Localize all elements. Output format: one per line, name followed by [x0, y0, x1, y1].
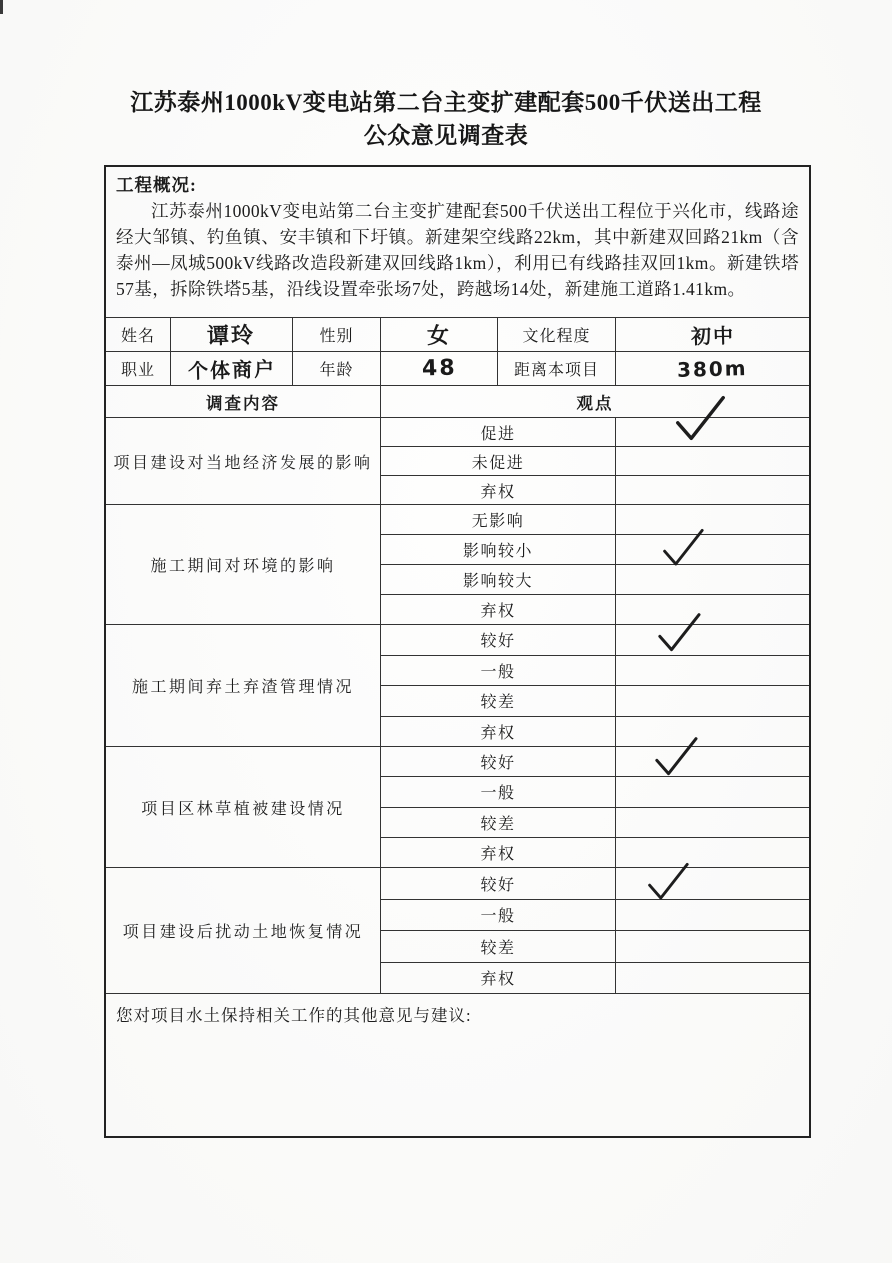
title-line-1: 江苏泰州1000kV变电站第二台主变扩建配套500千伏送出工程	[130, 90, 762, 115]
distance-value: 380m	[615, 351, 809, 385]
option-check-cell	[615, 963, 809, 994]
option-check-cell	[615, 505, 809, 534]
option-label: 较好	[480, 876, 516, 894]
question-group-land-restoration	[106, 867, 809, 993]
option-check-cell	[615, 686, 809, 716]
project-overview-section	[106, 167, 809, 317]
option-row	[381, 930, 809, 962]
document-title	[0, 86, 892, 152]
opinion-header: 观点	[380, 386, 809, 417]
option-check-cell	[615, 595, 809, 624]
age-value: 48	[380, 351, 497, 385]
option-check-cell	[615, 777, 809, 806]
comments-section	[106, 993, 809, 1136]
option-row	[381, 747, 809, 776]
option-label: 弃权	[480, 603, 516, 620]
option-check-cell	[615, 447, 809, 475]
question-group-spoil-management	[106, 624, 809, 746]
education-label: 文化程度	[497, 318, 615, 351]
question-group-vegetation	[106, 746, 809, 867]
option-row	[381, 505, 809, 534]
occupation-value: 个体商户	[170, 351, 292, 385]
option-check-cell	[615, 535, 809, 564]
question-label: 施工期间弃土弃渣管理情况	[131, 679, 354, 696]
option-label: 较差	[480, 694, 516, 712]
option-row	[381, 716, 809, 747]
occupation-label: 职业	[106, 351, 170, 385]
option-label: 未促进	[471, 454, 525, 472]
question-label: 项目区林草植被建设情况	[141, 800, 345, 818]
option-label: 较差	[480, 815, 516, 833]
option-label: 一般	[480, 908, 516, 926]
option-check-cell	[615, 868, 809, 899]
option-row	[381, 625, 809, 655]
check-icon	[651, 736, 701, 778]
content-header: 调查内容	[206, 393, 280, 413]
check-icon	[654, 612, 704, 654]
comments-label: 您对项目水土保持相关工作的其他意见与建议:	[116, 1006, 472, 1025]
question-group-economy	[106, 417, 809, 504]
option-label: 较差	[480, 939, 516, 957]
gender-label: 性别	[292, 318, 380, 351]
option-check-cell	[615, 808, 809, 837]
name-value: 谭玲	[170, 318, 292, 351]
option-check-cell	[615, 717, 809, 747]
option-row	[381, 655, 809, 686]
option-check-cell	[615, 476, 809, 504]
option-label: 较好	[480, 633, 516, 651]
option-row	[381, 776, 809, 806]
option-label: 一般	[480, 785, 516, 803]
option-label: 弃权	[480, 971, 516, 989]
option-label: 一般	[480, 663, 516, 681]
question-label: 项目建设对当地经济发展的影响	[113, 454, 373, 472]
option-check-cell	[615, 900, 809, 931]
option-check-cell	[615, 747, 809, 776]
option-check-cell	[615, 931, 809, 962]
option-row	[381, 446, 809, 475]
option-label: 影响较大	[462, 573, 533, 590]
age-label: 年龄	[292, 351, 380, 385]
option-check-cell	[615, 656, 809, 686]
respondent-info-grid	[106, 317, 809, 385]
option-row	[381, 534, 809, 564]
question-label: 施工期间对环境的影响	[150, 558, 336, 575]
education-value: 初中	[615, 318, 809, 351]
overview-label: 工程概况:	[116, 175, 197, 195]
scan-artifact	[0, 0, 3, 14]
check-icon	[671, 391, 729, 447]
option-label: 较好	[480, 755, 516, 773]
title-line-2: 公众意见调查表	[363, 123, 529, 148]
option-row	[381, 868, 809, 899]
option-row	[381, 475, 809, 504]
check-icon	[658, 528, 708, 568]
survey-form-table	[104, 165, 811, 1138]
option-row	[381, 564, 809, 594]
distance-label: 距离本项目	[497, 351, 615, 385]
option-row	[381, 899, 809, 931]
name-label: 姓名	[120, 328, 155, 345]
option-check-cell	[615, 565, 809, 594]
option-row	[381, 837, 809, 867]
question-group-environment	[106, 504, 809, 624]
option-row	[381, 418, 809, 446]
overview-text: 江苏泰州1000kV变电站第二台主变扩建配套500千伏送出工程位于兴化市，线路途经大邹镇、钓鱼镇、安丰镇和下圩镇。新建架空线路22km，其中新建双回路21km（含泰州—凤城500kV线路改造段新建双回线路1km），利用已有线路挂双回1km。新建铁塔57基，拆除铁塔5基，沿线设置牵张场7处，跨越场14处，新建施工道路1.41km。	[116, 201, 799, 299]
option-row	[381, 594, 809, 624]
option-label: 促进	[480, 425, 516, 443]
option-label: 影响较小	[462, 543, 533, 560]
option-label: 弃权	[480, 845, 516, 863]
option-label: 弃权	[480, 724, 516, 742]
gender-value: 女	[380, 318, 497, 351]
option-check-cell	[615, 418, 809, 446]
option-label: 弃权	[480, 483, 516, 501]
option-check-cell	[615, 625, 809, 655]
option-label: 无影响	[471, 513, 525, 530]
question-label: 项目建设后扰动土地恢复情况	[122, 924, 364, 941]
option-row	[381, 685, 809, 716]
option-row	[381, 962, 809, 994]
option-row	[381, 807, 809, 837]
check-icon	[644, 862, 692, 902]
